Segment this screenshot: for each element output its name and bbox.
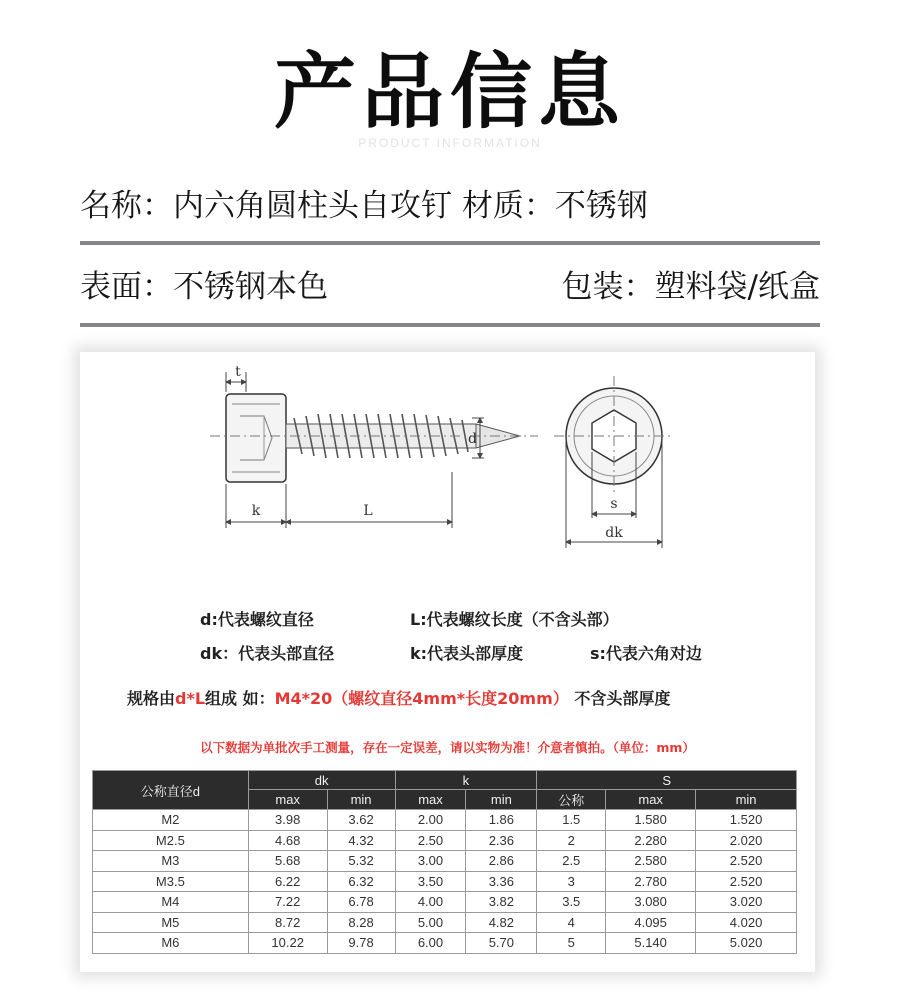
- table-row: [93, 912, 797, 933]
- table-cell: 2.020: [696, 830, 797, 851]
- table-cell: 1.580: [606, 810, 696, 831]
- spec-formula: d*L: [175, 689, 206, 708]
- table-cell: 5.00: [395, 912, 466, 933]
- dim-k-label: k: [251, 503, 261, 519]
- table-cell: 4: [537, 912, 606, 933]
- table-cell: 2.520: [696, 871, 797, 892]
- product-name-material: 名称：内六角圆柱头自攻钉 材质：不锈钢: [80, 188, 648, 224]
- screw-end-view: [554, 376, 674, 496]
- spec-format: [127, 686, 670, 709]
- table-cell: 1.86: [466, 810, 537, 831]
- measurement-note: 以下数据为单批次手工测量，存在一定误差，请以实物为准！介意者慎拍。（单位：mm）: [200, 740, 695, 755]
- table-cell: 4.020: [696, 912, 797, 933]
- spec-card: [80, 352, 815, 972]
- table-row: [93, 871, 797, 892]
- table-row: [93, 830, 797, 851]
- table-cell: 6.78: [327, 892, 395, 913]
- table-cell: M3.5: [93, 871, 249, 892]
- legend-dk: dk：代表头部直径: [200, 644, 335, 663]
- spec-example: M4*20（螺纹直径4mm*长度20mm）: [274, 689, 569, 708]
- table-cell: 10.22: [248, 933, 327, 954]
- table-cell: M2: [93, 810, 249, 831]
- table-cell: M4: [93, 892, 249, 913]
- table-cell: 4.82: [466, 912, 537, 933]
- header-s-nominal: 公称: [537, 790, 606, 810]
- table-cell: 2.580: [606, 851, 696, 872]
- spec-suffix: 组成 如：: [205, 689, 275, 708]
- dim-t-label: t: [235, 364, 241, 380]
- table-cell: 3.020: [696, 892, 797, 913]
- table-cell: 2.86: [466, 851, 537, 872]
- table-cell: 5.70: [466, 933, 537, 954]
- table-cell: 2.00: [395, 810, 466, 831]
- table-cell: 3: [537, 871, 606, 892]
- table-cell: 9.78: [327, 933, 395, 954]
- legend-s: s:代表六角对边: [590, 644, 702, 663]
- table-cell: 3.080: [606, 892, 696, 913]
- screw-head: [226, 394, 286, 482]
- page-subtitle: PRODUCT INFORMATION: [358, 136, 542, 150]
- table-cell: 3.36: [466, 871, 537, 892]
- table-cell: 3.5: [537, 892, 606, 913]
- info-row-surface: [80, 269, 820, 305]
- table-cell: 3.82: [466, 892, 537, 913]
- header-k-min: min: [466, 790, 537, 810]
- table-cell: 5.020: [696, 933, 797, 954]
- table-cell: 2.780: [606, 871, 696, 892]
- legend-L: L:代表螺纹长度（不含头部）: [410, 610, 619, 629]
- table-cell: 6.32: [327, 871, 395, 892]
- packaging: 包装：塑料袋/纸盒: [561, 269, 820, 305]
- table-row: [93, 851, 797, 872]
- screw-drawing: [80, 352, 815, 562]
- header-nominal-diameter: 公称直径d: [93, 771, 249, 810]
- table-cell: 4.00: [395, 892, 466, 913]
- table-cell: 5.32: [327, 851, 395, 872]
- table-cell: M3: [93, 851, 249, 872]
- divider: [80, 323, 820, 327]
- table-cell: 5.140: [606, 933, 696, 954]
- table-cell: 3.50: [395, 871, 466, 892]
- header-k-max: max: [395, 790, 466, 810]
- table-cell: 3.00: [395, 851, 466, 872]
- table-cell: 5.68: [248, 851, 327, 872]
- table-cell: 7.22: [248, 892, 327, 913]
- surface-finish: 表面：不锈钢本色: [80, 269, 328, 305]
- dim-L-label: L: [363, 503, 373, 519]
- spec-tail: 不含头部厚度: [574, 689, 671, 708]
- table-cell: 1.520: [696, 810, 797, 831]
- header-k: k: [395, 771, 537, 790]
- table-cell: 4.32: [327, 830, 395, 851]
- table-row: [93, 933, 797, 954]
- table-cell: 2.520: [696, 851, 797, 872]
- table-cell: 2.50: [395, 830, 466, 851]
- table-cell: 2.36: [466, 830, 537, 851]
- table-cell: 2.280: [606, 830, 696, 851]
- table-cell: 2: [537, 830, 606, 851]
- table-cell: M2.5: [93, 830, 249, 851]
- table-row: [93, 892, 797, 913]
- legend-d: d:代表螺纹直径: [200, 610, 314, 629]
- table-cell: 1.5: [537, 810, 606, 831]
- table-cell: 2.5: [537, 851, 606, 872]
- table-cell: 8.72: [248, 912, 327, 933]
- table-cell: 5: [537, 933, 606, 954]
- table-cell: 4.095: [606, 912, 696, 933]
- table-cell: M5: [93, 912, 249, 933]
- table-cell: 3.62: [327, 810, 395, 831]
- header-dk-min: min: [327, 790, 395, 810]
- legend-k: k:代表头部厚度: [410, 644, 524, 663]
- header-dk: dk: [248, 771, 395, 790]
- divider: [80, 241, 820, 245]
- table-cell: 8.28: [327, 912, 395, 933]
- table-cell: 4.68: [248, 830, 327, 851]
- header-dk-max: max: [248, 790, 327, 810]
- dim-dk-label: dk: [605, 525, 623, 541]
- page-title: 产品信息: [273, 45, 626, 140]
- spec-table: [92, 770, 797, 954]
- spec-prefix: 规格由: [127, 689, 176, 708]
- table-cell: M6: [93, 933, 249, 954]
- dim-d-label: d: [468, 431, 477, 447]
- header-s-max: max: [606, 790, 696, 810]
- table-row: [93, 810, 797, 831]
- table-cell: 6.22: [248, 871, 327, 892]
- header-s: S: [537, 771, 797, 790]
- dim-s-label: s: [610, 496, 618, 512]
- table-cell: 3.98: [248, 810, 327, 831]
- header-s-min: min: [696, 790, 797, 810]
- info-row-name: [80, 188, 820, 224]
- table-cell: 6.00: [395, 933, 466, 954]
